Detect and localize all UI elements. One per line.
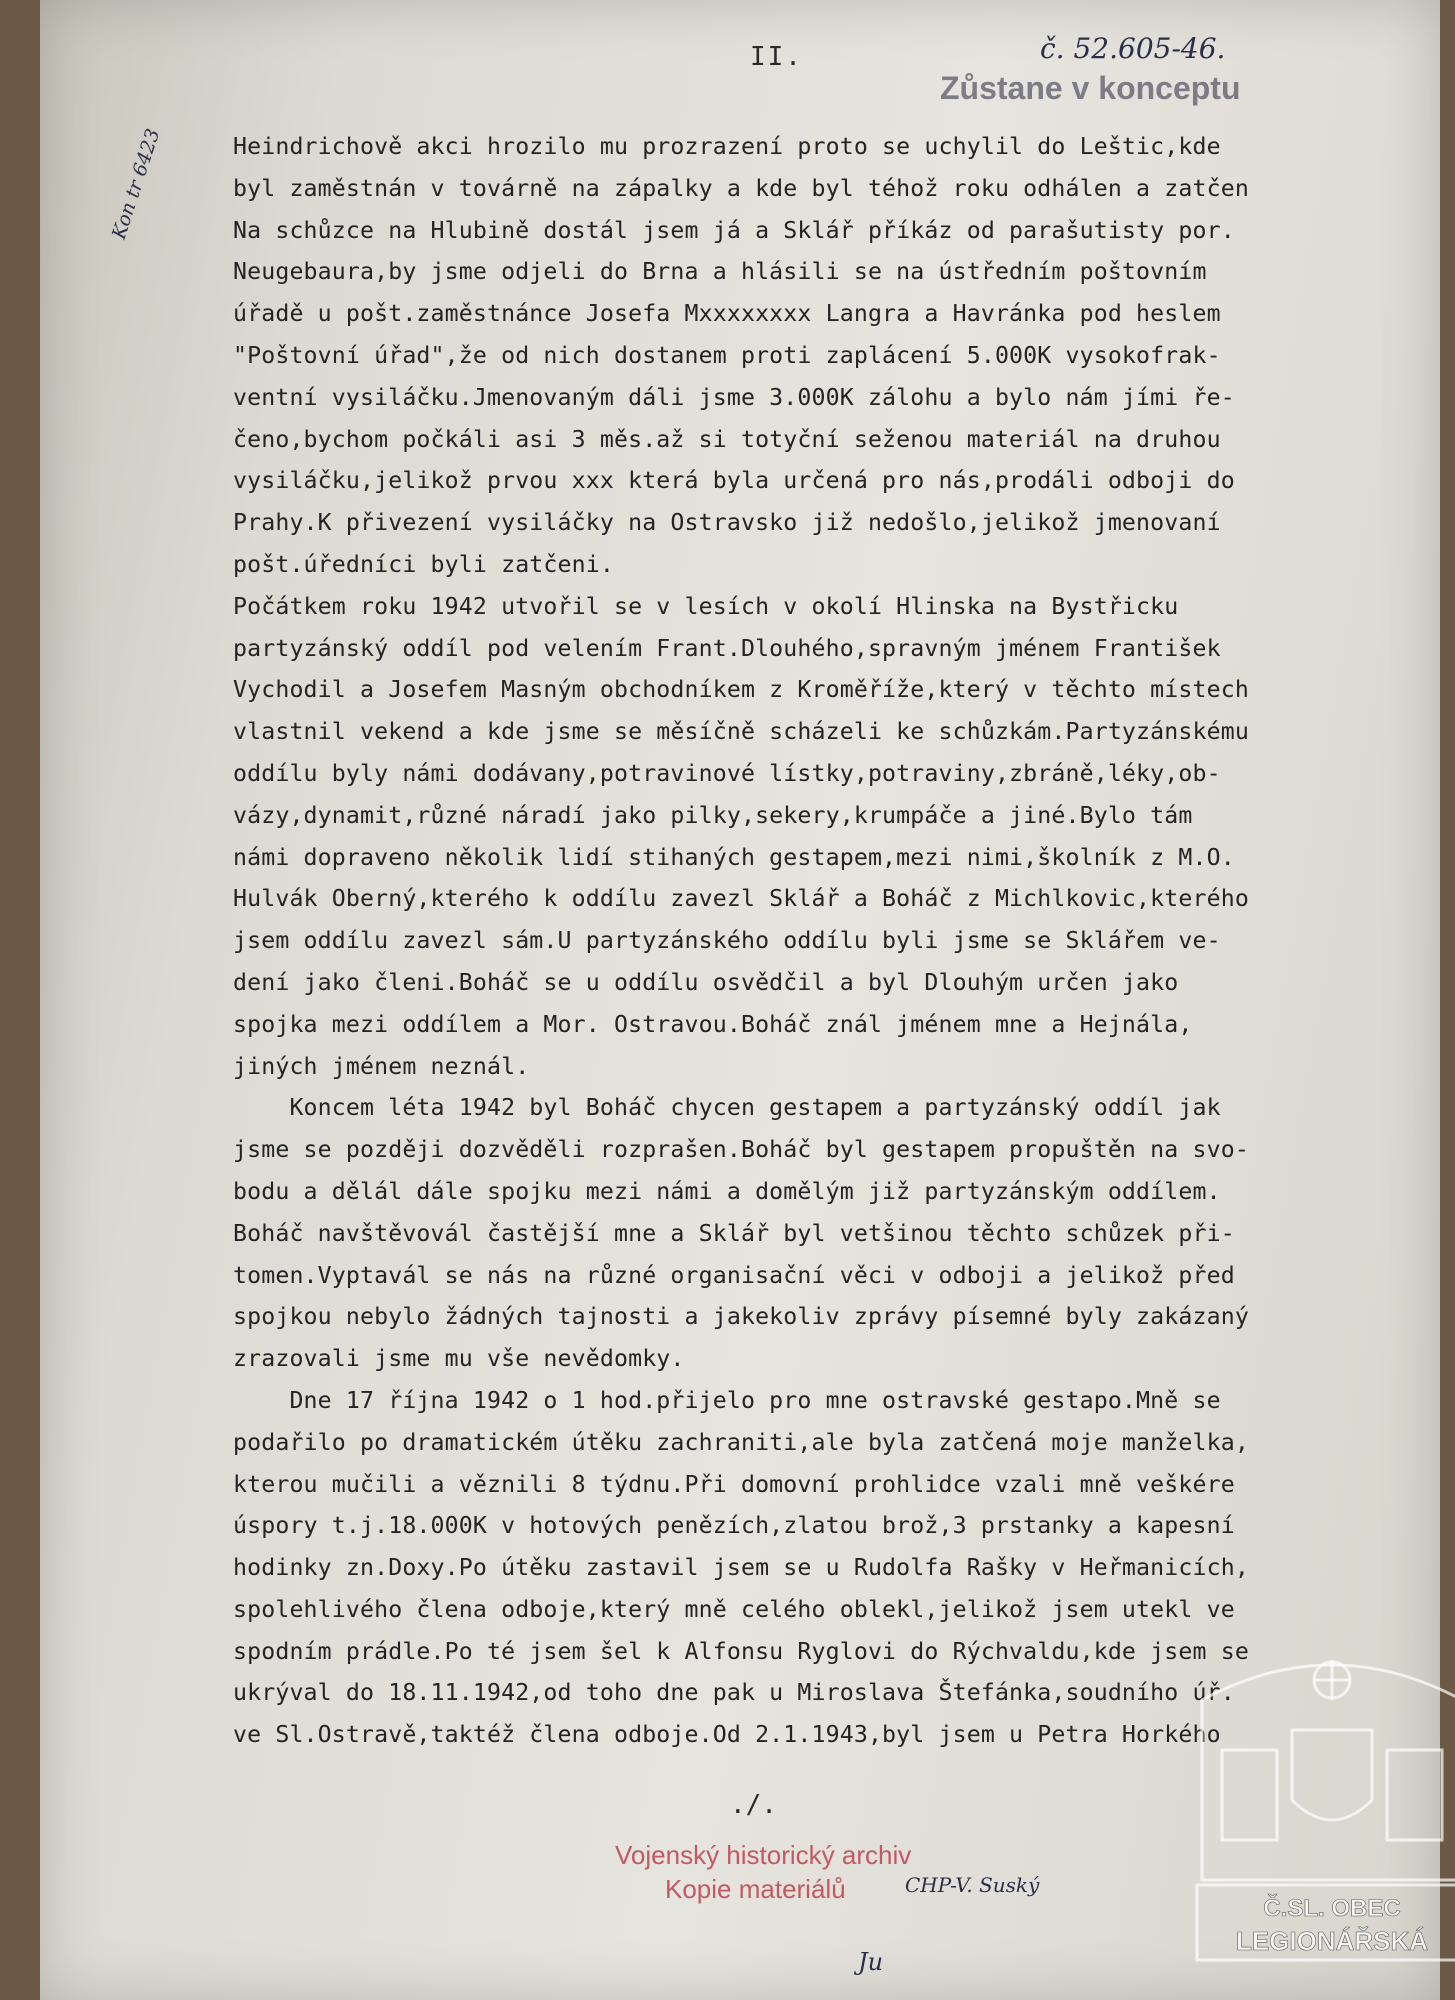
watermark-line1: Č.SL. OBEC — [1263, 1895, 1401, 1922]
text-line: Dne 17 října 1942 o 1 hod.přijelo pro mne ostravské gestapo.Mně se — [233, 1386, 1221, 1414]
text-line: Hulvák Oberný,kterého k oddílu zavezl Sklář a Boháč z Michlkovic,kterého — [233, 885, 1249, 913]
text-line: Prahy.K přivezení vysiláčky na Ostravsko již nedošlo,jelikož jmenovaní — [233, 509, 1221, 537]
text-line: jiných jménem neznál. — [233, 1052, 530, 1080]
text-line: spodním prádle.Po té jsem šel k Alfonsu Ryglovi do Rýchvaldu,kde jsem se — [233, 1637, 1249, 1665]
text-line: "Poštovní úřad",že od nich dostanem proti zaplácení 5.000K vysokofrak- — [233, 341, 1221, 369]
text-line: tomen.Vyptavál se nás na různé organisační věci v odboji a jelikož před — [233, 1261, 1235, 1289]
text-line: vysiláčku,jelikož prvou xxx která byla určená pro nás,prodáli odboji do — [233, 467, 1235, 495]
text-line: dení jako členi.Boháč se u oddílu osvědčil a byl Dlouhým určen jako — [233, 968, 1179, 996]
page-end-marker: ./. — [730, 1790, 777, 1820]
document-page — [40, 0, 1440, 2000]
text-line: spolehlivého člena odboje,který mně celého oblekl,jelikož jsem utekl ve — [233, 1595, 1235, 1623]
text-line: námi dopraveno několik lidí stihaných gestapem,mezi nimi,školník z M.O. — [233, 843, 1235, 871]
legion-watermark-emblem — [1192, 1640, 1455, 1965]
handwritten-initials: Ju — [858, 1948, 884, 1976]
archive-stamp — [615, 1838, 911, 1906]
text-line: Neugebaura,by jsme odjeli do Brna a hlásili se na ústředním poštovním — [233, 258, 1207, 286]
text-line: úřadě u pošt.zaměstnánce Josefa Mxxxxxxxx Langra a Havránka pod heslem — [233, 300, 1221, 328]
text-line: Boháč navštěvovál častější mne a Sklář byl vetšinou těchto schůzek při- — [233, 1219, 1235, 1247]
text-line: jsem oddílu zavezl sám.U partyzánského oddílu byli jsme se Sklářem ve- — [233, 927, 1221, 955]
text-line: spojka mezi oddílem a Mor. Ostravou.Boháč znál jménem mne a Hejnála, — [233, 1010, 1193, 1038]
text-line: podařilo po dramatickém útěku zachraniti,ale byla zatčená moje manželka, — [233, 1428, 1249, 1456]
archive-stamp-line1: Vojenský historický archiv — [615, 1840, 912, 1870]
text-line: čeno,bychom počkáli asi 3 měs.až si totyční seženou materiál na druhou — [233, 425, 1221, 453]
page-number: II. — [750, 42, 803, 72]
text-line: ventní vysiláčku.Jmenovaným dáli jsme 3.000K zálohu a bylo nám jími ře- — [233, 383, 1235, 411]
watermark-line2: LEGIONÁŘSKÁ — [1235, 1926, 1429, 1956]
archive-stamp-line2: Kopie materiálů — [665, 1874, 846, 1904]
text-line: Koncem léta 1942 byl Boháč chycen gestapem a partyzánský oddíl jak — [233, 1094, 1221, 1122]
typed-body-text — [233, 126, 1455, 1756]
text-line: byl zaměstnán v továrně na zápalky a kde byl téhož roku odhálen a zatčen — [233, 174, 1249, 202]
text-line: Heindrichově akci hrozilo mu prozrazení proto se uchylil do Leštic,kde — [233, 133, 1221, 160]
text-line: ve Sl.Ostravě,taktéž člena odboje.Od 2.1.1943,byl jsem u Petra Horkého — [233, 1721, 1221, 1749]
text-line: oddílu byly námi dodávany,potravinové lístky,potraviny,zbráně,léky,ob- — [233, 759, 1221, 787]
text-line: Vychodil a Josefem Masným obchodníkem z Kroměříže,který v těchto místech — [233, 676, 1249, 704]
text-line: spojkou nebylo žádných tajnosti a jakekoliv zprávy písemné byly zakázaný — [233, 1303, 1249, 1331]
handwritten-margin-note: Kon tr 6423 — [108, 126, 165, 242]
text-line: partyzánský oddíl pod velením Frant.Dlouhého,spravným jménem František — [233, 634, 1221, 662]
text-line: Na schůzce na Hlubině dostál jsem já a Sklář příkáz od parašutisty por. — [233, 216, 1235, 244]
handwritten-ref-number: č. 52.605-46. — [1040, 32, 1226, 65]
text-line: vlastnil vekend a kde jsme se měsíčně scházeli ke schůzkám.Partyzánskému — [233, 718, 1249, 746]
text-line: zrazovali jsme mu vše nevědomky. — [233, 1345, 685, 1373]
text-line: vázy,dynamit,různé náradí jako pilky,sekery,krumpáče a jiné.Bylo tám — [233, 801, 1193, 829]
text-line: Počátkem roku 1942 utvořil se v lesích v okolí Hlinska na Bystřicku — [233, 592, 1179, 620]
text-line: jsme se později dozvěděli rozprašen.Boháč byl gestapem propuštěn na svo- — [233, 1136, 1249, 1164]
text-line: hodinky zn.Doxy.Po útěku zastavil jsem se u Rudolfa Rašky v Heřmanicích, — [233, 1554, 1249, 1582]
text-line: ukrýval do 18.11.1942,od toho dne pak u Miroslava Štefánka,soudního úř. — [233, 1679, 1235, 1707]
text-line: úspory t.j.18.000K v hotových penězích,zlatou brož,3 prstanky a kapesní — [233, 1512, 1235, 1540]
text-line: bodu a dělál dále spojku mezi námi a domělým již partyzánským oddílem. — [233, 1177, 1221, 1205]
text-line: pošt.úředníci byli zatčeni. — [233, 550, 614, 578]
handwritten-signature-note: CHP-V. Suský — [905, 1873, 1040, 1897]
koncept-stamp: Zůstane v konceptu — [940, 70, 1241, 106]
text-line: kterou mučili a věznili 8 týdnu.Při domovní prohlidce vzali mně veškére — [233, 1470, 1235, 1498]
